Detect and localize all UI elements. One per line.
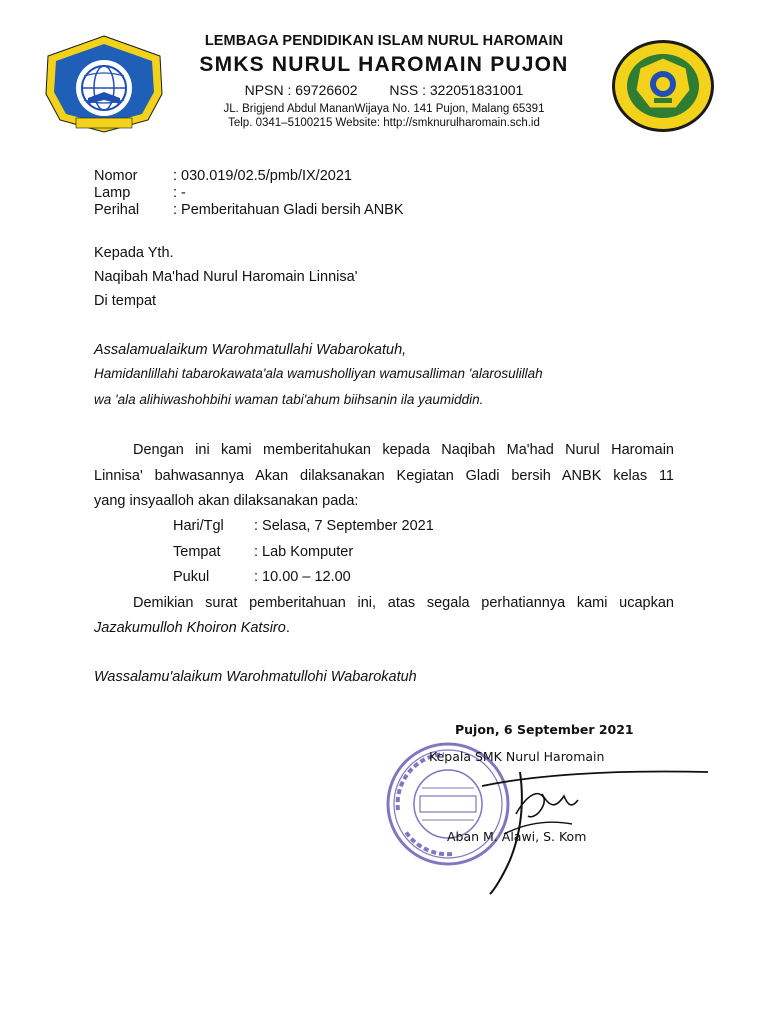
nomor-value: : 030.019/02.5/pmb/IX/2021: [173, 168, 352, 184]
school-name: SMKS NURUL HAROMAIN PUJON: [199, 53, 569, 76]
lamp-label: Lamp: [94, 185, 131, 201]
sentence-period: .: [285, 620, 290, 636]
school-identifiers: [0, 82, 768, 98]
detail-place-value: : Lab Komputer: [254, 544, 354, 560]
body-paragraph-1-line-3: yang insyaalloh akan dilaksanakan pada:: [94, 493, 359, 509]
recipient-place: Di tempat: [94, 293, 157, 309]
detail-place-label: Tempat: [173, 544, 221, 560]
body-paragraph-1-line-2: Linnisa' bahwasannya Akan dilaksanakan Kegiatan Gladi bersih ANBK kelas 11: [94, 468, 674, 484]
body-paragraph-1-line-1: Dengan ini kami memberitahukan kepada Naqibah Ma'had Nurul Haromain: [133, 442, 674, 458]
hamdalah-line-1: Hamidanlillahi tabarokawata'ala wamusholliyan wamusalliman 'alarosulillah: [94, 366, 543, 381]
institution-name: LEMBAGA PENDIDIKAN ISLAM NURUL HAROMAIN: [204, 33, 564, 49]
recipient-name: Naqibah Ma'had Nurul Haromain Linnisa': [94, 269, 358, 285]
nomor-label: Nomor: [94, 168, 138, 184]
school-contact: Telp. 0341–5100215 Website: http://smknurulharomain.sch.id: [228, 117, 540, 129]
signatory-name: Aban M. Alawi, S. Kom: [447, 829, 587, 844]
detail-time-label: Pukul: [173, 569, 210, 585]
jazakumulloh-text: Jazakumulloh Khoiron Katsiro: [94, 620, 286, 636]
signature-place-date: Pujon, 6 September 2021: [455, 722, 634, 737]
school-address: JL. Brigjend Abdul MananWijaya No. 141 Pujon, Malang 65391: [223, 103, 545, 115]
perihal-label: Perihal: [94, 202, 140, 218]
signature-position: Kepala SMK Nurul Haromain: [429, 749, 605, 764]
npsn-number: NPSN : 69726602: [244, 82, 358, 98]
closing-salam: Wassalamu'alaikum Warohmatullohi Wabarokatuh: [94, 669, 417, 685]
detail-day-value: : Selasa, 7 September 2021: [254, 518, 434, 534]
recipient-salutation: Kepada Yth.: [94, 245, 174, 261]
detail-time-value: : 10.00 – 12.00: [254, 569, 351, 585]
opening-salam: Assalamualaikum Warohmatullahi Wabarokatuh,: [94, 342, 407, 358]
perihal-value: : Pemberitahuan Gladi bersih ANBK: [173, 202, 404, 218]
handwritten-signature: [480, 750, 710, 900]
body-paragraph-2-line-2: [94, 620, 290, 636]
body-paragraph-2-line-1: Demikian surat pemberitahuan ini, atas segala perhatiannya kami ucapkan: [133, 595, 674, 611]
lamp-value: : -: [173, 185, 186, 201]
hamdalah-line-2: wa 'ala alihiwashohbihi waman tabi'ahum biihsanin ila yaumiddin.: [94, 392, 484, 407]
nss-number: NSS : 322051831001: [389, 82, 524, 98]
detail-day-label: Hari/Tgl: [173, 518, 224, 534]
